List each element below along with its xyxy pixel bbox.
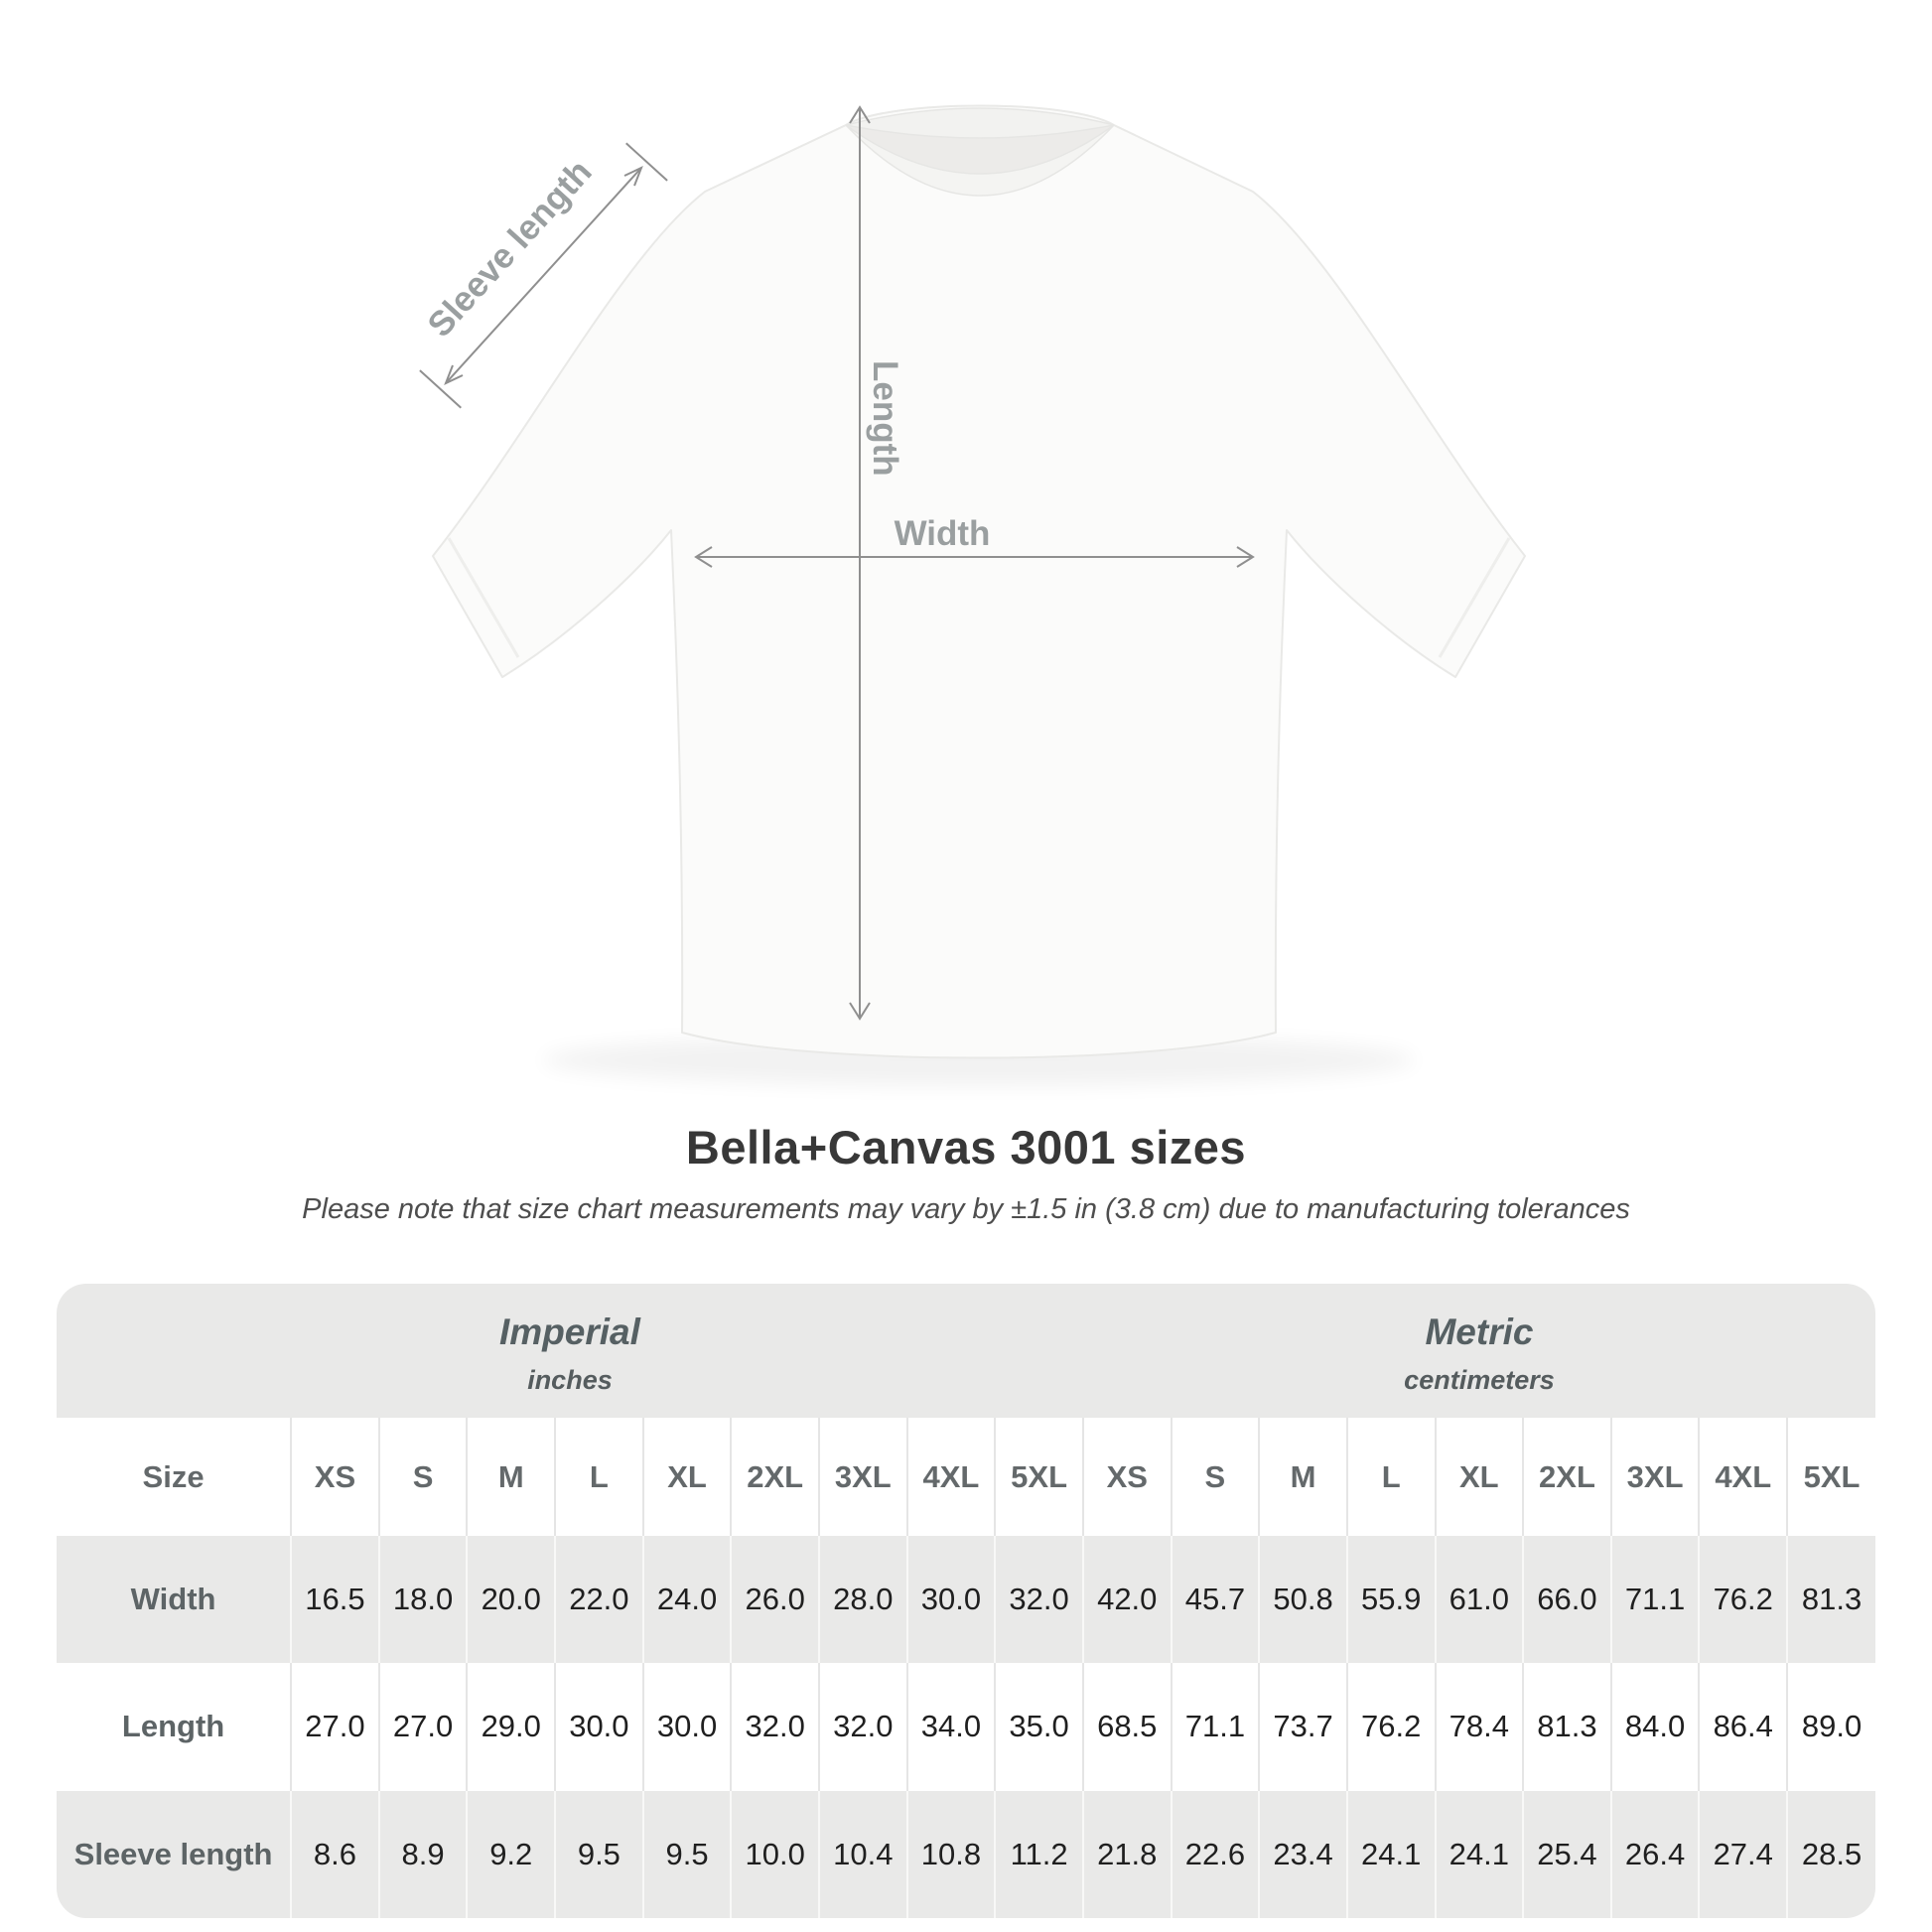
size-chart-card — [57, 1284, 1875, 1918]
size-column-header: 3XL — [819, 1418, 907, 1535]
size-value-cell: 61.0 — [1436, 1536, 1524, 1663]
size-value-cell: 89.0 — [1787, 1663, 1875, 1790]
size-column-header: 5XL — [995, 1418, 1083, 1535]
size-value-cell: 73.7 — [1259, 1663, 1347, 1790]
size-value-cell: 16.5 — [291, 1536, 379, 1663]
size-value-cell: 71.1 — [1172, 1663, 1260, 1790]
size-value-cell: 23.4 — [1259, 1791, 1347, 1918]
size-value-cell: 28.5 — [1787, 1791, 1875, 1918]
size-value-cell: 9.5 — [555, 1791, 643, 1918]
size-value-cell: 55.9 — [1347, 1536, 1436, 1663]
size-value-cell: 32.0 — [819, 1663, 907, 1790]
size-value-cell: 22.0 — [555, 1536, 643, 1663]
size-value-cell: 76.2 — [1699, 1536, 1787, 1663]
size-value-cell: 68.5 — [1083, 1663, 1172, 1790]
size-column-header: M — [1259, 1418, 1347, 1535]
size-value-cell: 45.7 — [1172, 1536, 1260, 1663]
imperial-label: Imperial — [499, 1311, 640, 1353]
size-column-header: L — [555, 1418, 643, 1535]
size-value-cell: 32.0 — [731, 1663, 819, 1790]
size-value-cell: 26.4 — [1611, 1791, 1700, 1918]
size-value-cell: 8.9 — [379, 1791, 468, 1918]
size-value-cell: 34.0 — [907, 1663, 996, 1790]
size-column-header: XS — [1083, 1418, 1172, 1535]
size-column-header: L — [1347, 1418, 1436, 1535]
page-title: Bella+Canvas 3001 sizes — [685, 1121, 1247, 1173]
metric-section-header — [1083, 1284, 1875, 1418]
tshirt-graphic — [433, 106, 1525, 1058]
imperial-section-header — [57, 1284, 1083, 1418]
size-value-cell: 26.0 — [731, 1536, 819, 1663]
size-value-cell: 8.6 — [291, 1791, 379, 1918]
size-value-cell: 84.0 — [1611, 1663, 1700, 1790]
size-column-header: XL — [1436, 1418, 1524, 1535]
size-value-cell: 10.4 — [819, 1791, 907, 1918]
metric-label: Metric — [1425, 1311, 1534, 1353]
size-value-cell: 76.2 — [1347, 1663, 1436, 1790]
size-value-cell: 24.1 — [1347, 1791, 1436, 1918]
size-column-header: 2XL — [731, 1418, 819, 1535]
size-column-header: S — [1172, 1418, 1260, 1535]
size-value-cell: 25.4 — [1523, 1791, 1611, 1918]
size-column-header: 4XL — [1699, 1418, 1787, 1535]
size-column-header: 2XL — [1523, 1418, 1611, 1535]
size-value-cell: 81.3 — [1523, 1663, 1611, 1790]
size-value-cell: 42.0 — [1083, 1536, 1172, 1663]
size-value-cell: 30.0 — [555, 1663, 643, 1790]
size-column-header: S — [379, 1418, 468, 1535]
size-value-cell: 30.0 — [907, 1536, 996, 1663]
size-value-cell: 27.0 — [379, 1663, 468, 1790]
size-value-cell: 24.0 — [643, 1536, 732, 1663]
row-label-sleeve-length: Sleeve length — [57, 1791, 291, 1918]
size-column-header: M — [467, 1418, 555, 1535]
size-value-cell: 11.2 — [995, 1791, 1083, 1918]
size-value-cell: 10.8 — [907, 1791, 996, 1918]
size-header: Size — [57, 1418, 291, 1535]
size-value-cell: 9.2 — [467, 1791, 555, 1918]
size-value-cell: 27.0 — [291, 1663, 379, 1790]
size-value-cell: 27.4 — [1699, 1791, 1787, 1918]
size-value-cell: 78.4 — [1436, 1663, 1524, 1790]
size-value-cell: 35.0 — [995, 1663, 1083, 1790]
row-label-length: Length — [57, 1663, 291, 1790]
row-label-width: Width — [57, 1536, 291, 1663]
length-label: Length — [866, 360, 904, 477]
size-value-cell: 21.8 — [1083, 1791, 1172, 1918]
size-value-cell: 32.0 — [995, 1536, 1083, 1663]
size-value-cell: 29.0 — [467, 1663, 555, 1790]
size-chart-table — [57, 1284, 1875, 1918]
size-value-cell: 22.6 — [1172, 1791, 1260, 1918]
size-column-header: 3XL — [1611, 1418, 1700, 1535]
size-column-header: XS — [291, 1418, 379, 1535]
size-value-cell: 9.5 — [643, 1791, 732, 1918]
size-column-header: 4XL — [907, 1418, 996, 1535]
size-column-header: XL — [643, 1418, 732, 1535]
size-value-cell: 18.0 — [379, 1536, 468, 1663]
size-value-cell: 86.4 — [1699, 1663, 1787, 1790]
size-value-cell: 20.0 — [467, 1536, 555, 1663]
size-value-cell: 66.0 — [1523, 1536, 1611, 1663]
size-value-cell: 30.0 — [643, 1663, 732, 1790]
size-value-cell: 50.8 — [1259, 1536, 1347, 1663]
size-value-cell: 10.0 — [731, 1791, 819, 1918]
size-value-cell: 24.1 — [1436, 1791, 1524, 1918]
size-value-cell: 71.1 — [1611, 1536, 1700, 1663]
metric-unit: centimeters — [1404, 1365, 1555, 1396]
tolerance-note: Please note that size chart measurements may vary by ±1.5 in (3.8 cm) due to manufacturing tolerances — [302, 1193, 1630, 1225]
size-value-cell: 81.3 — [1787, 1536, 1875, 1663]
size-value-cell: 28.0 — [819, 1536, 907, 1663]
size-column-header: 5XL — [1787, 1418, 1875, 1535]
imperial-unit: inches — [527, 1365, 613, 1396]
width-label: Width — [894, 514, 991, 553]
sleeve-length-label: Sleeve length — [420, 152, 600, 345]
